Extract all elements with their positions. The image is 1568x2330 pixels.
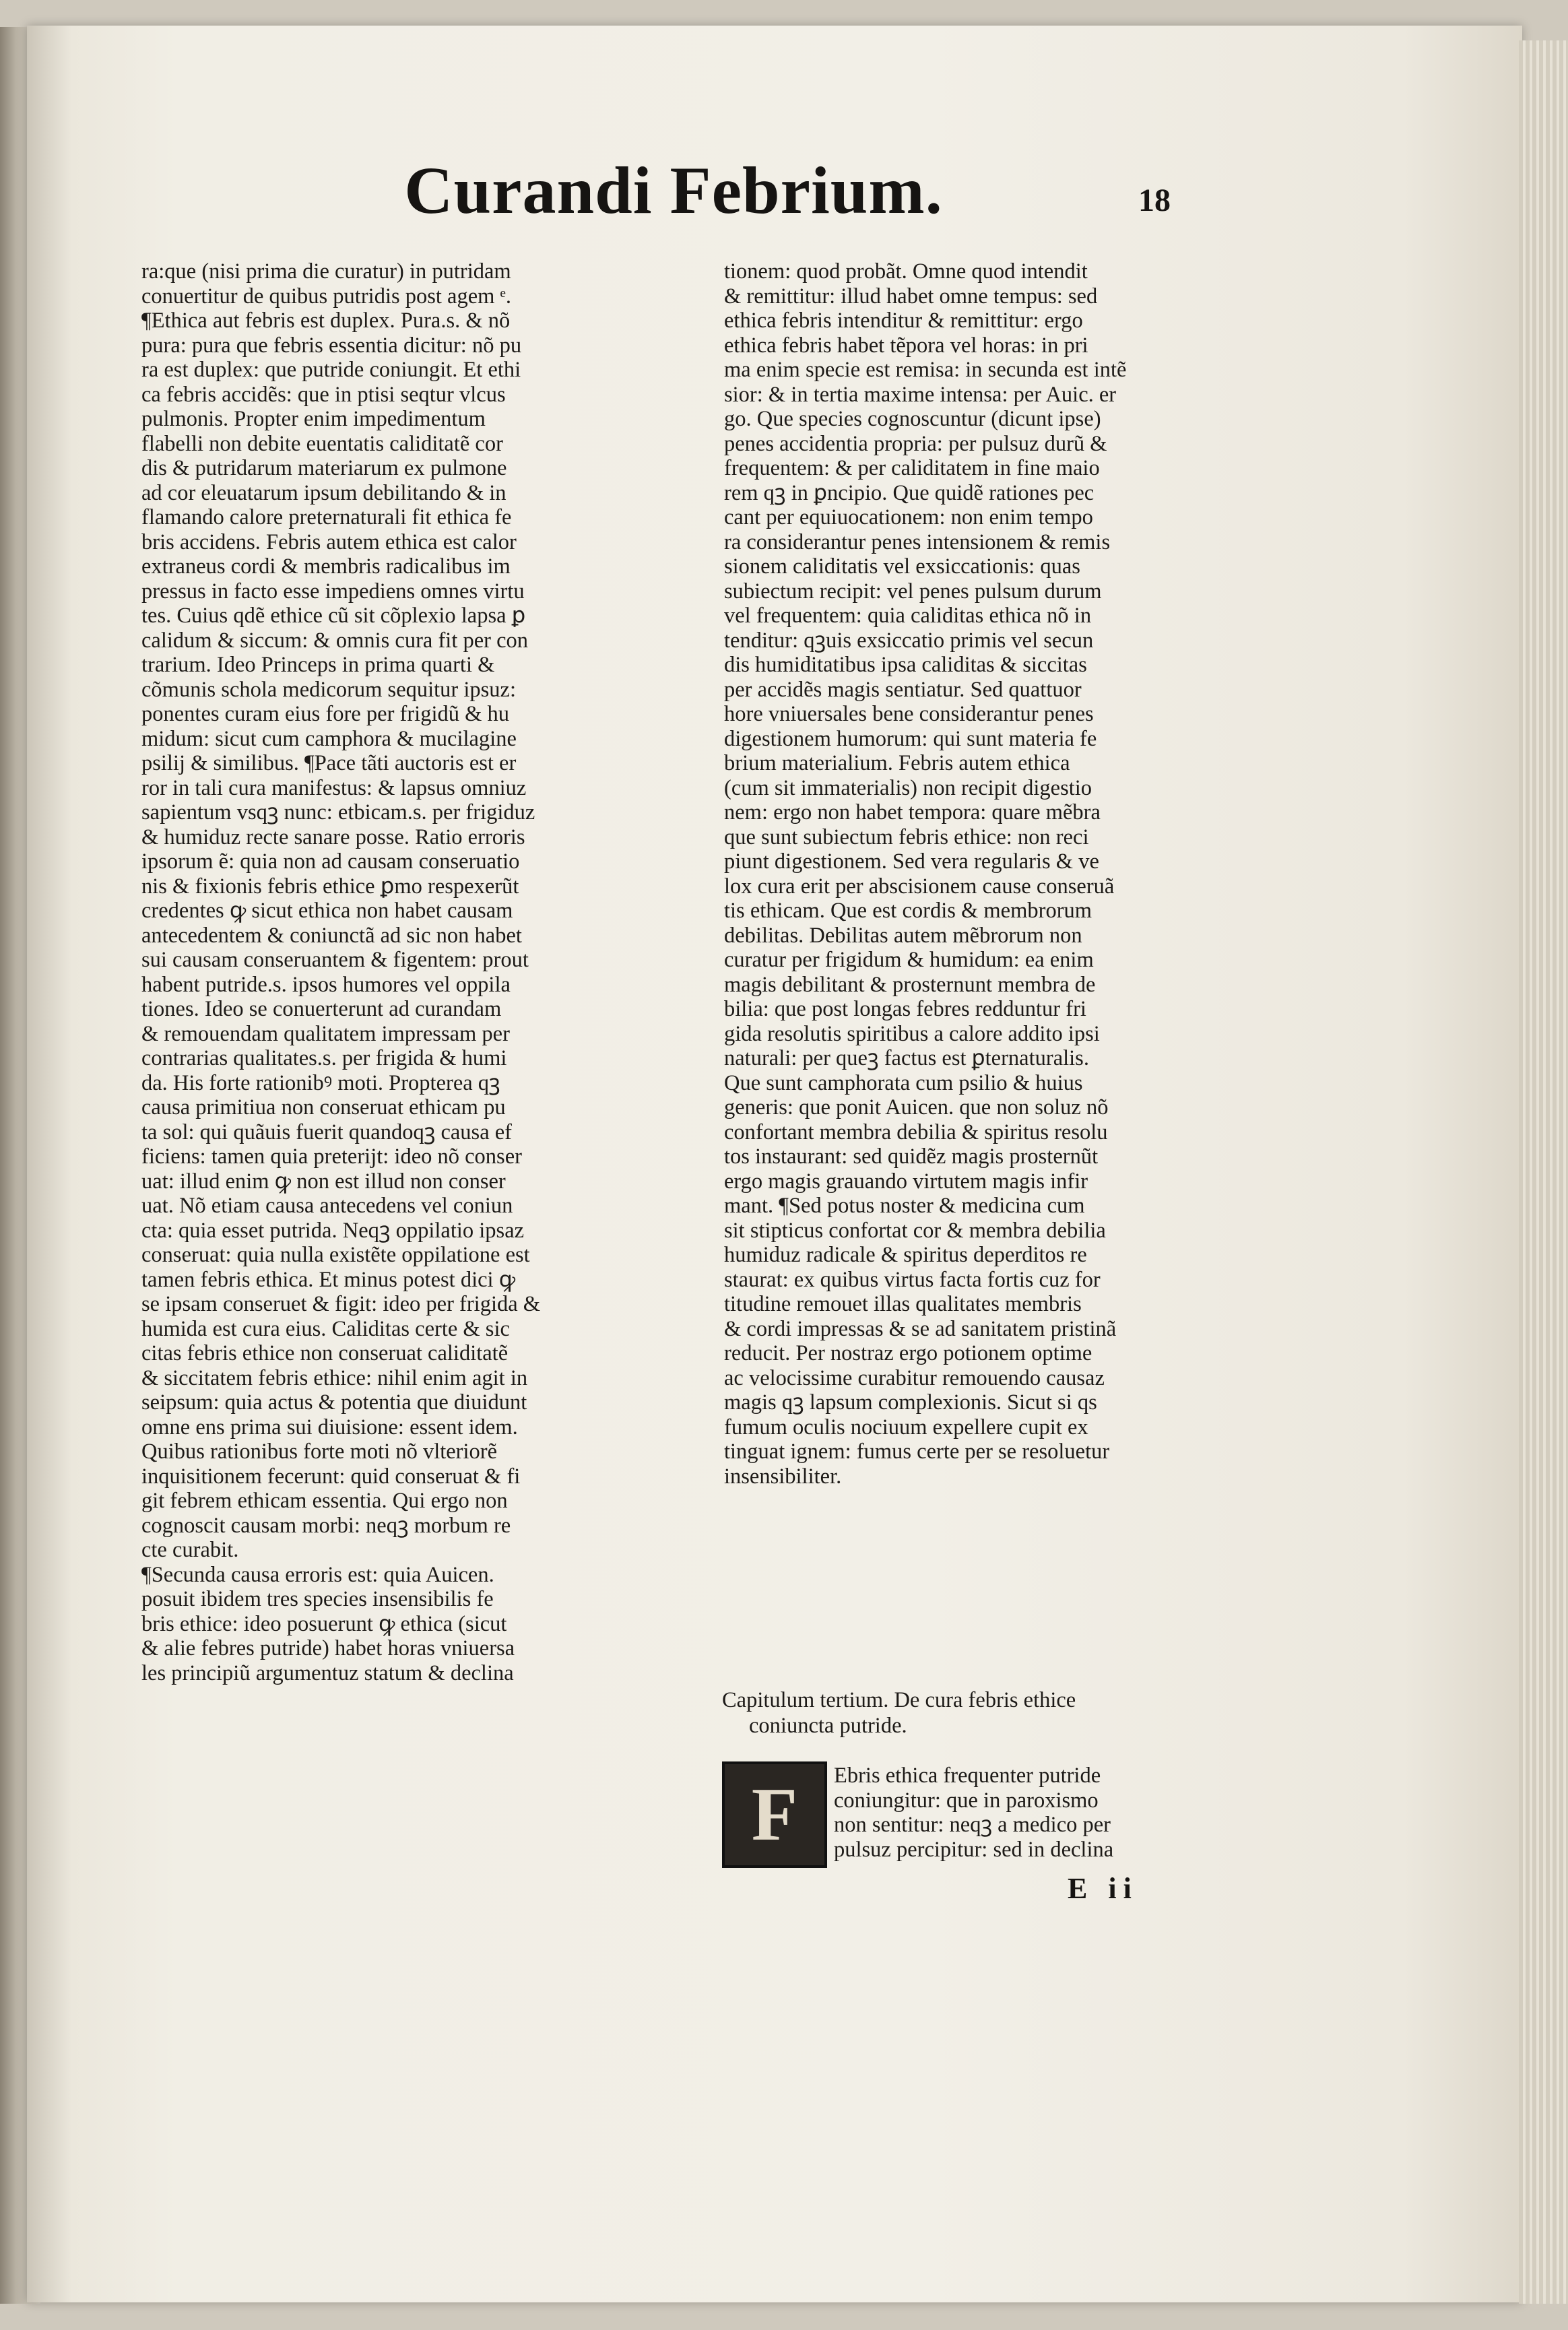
text-line: & remouendam qualitatem impressam per [141, 1021, 510, 1046]
text-line: antecedentem & coniunctã ad sic non habet [141, 923, 522, 948]
text-line: trarium. Ideo Princeps in prima quarti & [141, 653, 495, 677]
text-line: tinguat ignem: fumus certe per se resoluetur [724, 1439, 1110, 1464]
text-line: ergo magis grauando virtutem magis infir [724, 1169, 1088, 1194]
text-line: sui causam conseruantem & figentem: prout [141, 948, 529, 972]
text-line: sionem caliditatis vel exsiccationis: quas [724, 554, 1080, 579]
text-line: pulsuz percipitur: sed in declina [834, 1837, 1114, 1862]
text-line: Quibus rationibus forte moti nõ vlteriorẽ [141, 1439, 498, 1464]
text-line: tes. Cuius qdẽ ethice cũ sit cõplexio lapsa ꝑ [141, 604, 526, 628]
text-line: go. Que species cognoscuntur (dicunt ipse) [724, 407, 1101, 431]
text-line: dis & putridarum materiarum ex pulmone [141, 456, 507, 480]
text-line: magis qꝫ lapsum complexionis. Sicut si qs [724, 1390, 1097, 1415]
text-line: & cordi impressas & se ad sanitatem pristinã [724, 1316, 1117, 1341]
text-line: inquisitionem fecerunt: quid conseruat & fi [141, 1464, 521, 1489]
text-line: causa primitiua non conseruat ethicam pu [141, 1095, 506, 1120]
text-line: digestionem humorum: qui sunt materia fe [724, 726, 1097, 751]
left-text-column [141, 259, 640, 1685]
text-line: pressus in facto esse impediens omnes virtu [141, 579, 525, 604]
text-line: da. His forte rationibꝰ moti. Propterea qꝫ [141, 1070, 500, 1095]
text-line: nis & fixionis febris ethice ꝑmo respexerũt [141, 874, 519, 899]
text-line: lox cura erit per abscisionem cause conseruã [724, 874, 1115, 899]
text-line: & alie febres putride) habet horas vniuersa [141, 1636, 515, 1660]
text-line: sior: & in tertia maxime intensa: per Auic. er [724, 382, 1117, 407]
text-line: reducit. Per nostraz ergo potionem optime [724, 1341, 1092, 1365]
text-line: tionem: quod probãt. Omne quod intendit [724, 259, 1088, 284]
text-line: ta sol: qui quãuis fuerit quandoqꝫ causa ef [141, 1120, 513, 1144]
text-line: coniungitur: que in paroxismo [834, 1788, 1099, 1813]
text-line: gida resolutis spiritibus a calore addito ipsi [724, 1021, 1100, 1046]
text-line: contrarias qualitates.s. per frigida & humi [141, 1046, 507, 1070]
text-line: seipsum: quia actus & potentia que diuidunt [141, 1390, 527, 1415]
text-line: frequentem: & per caliditatem in fine maio [724, 456, 1100, 480]
text-line: & humiduz recte sanare posse. Ratio erroris [141, 824, 525, 849]
text-line: cte curabit. [141, 1538, 239, 1562]
text-line: & remittitur: illud habet omne tempus: sed [724, 284, 1098, 309]
text-line: ac velocissime curabitur remouendo causaz [724, 1365, 1105, 1390]
chapter-heading-line: Capitulum tertium. De cura febris ethice [722, 1688, 1076, 1712]
text-line: rem qꝫ in ꝑncipio. Que quidẽ rationes pec [724, 480, 1095, 505]
text-line: magis debilitant & prosternunt membra de [724, 972, 1096, 997]
folio-number: 18 [1138, 183, 1171, 218]
text-line: posuit ibidem tres species insensibilis fe [141, 1587, 494, 1611]
text-line: brium materialium. Febris autem ethica [724, 751, 1070, 775]
text-line: curatur per frigidum & humidum: ea enim [724, 948, 1094, 972]
text-line: git febrem ethicam essentia. Qui ergo non [141, 1489, 508, 1513]
text-line: bris accidens. Febris autem ethica est calor [141, 529, 517, 554]
chapter-heading [722, 1687, 1207, 1739]
text-line: que sunt subiectum febris ethice: non reci [724, 824, 1089, 849]
text-line: citas febris ethice non conseruat caliditatẽ [141, 1341, 509, 1365]
text-line: Ebris ethica frequenter putride [834, 1763, 1101, 1788]
text-line: sit stipticus confortat cor & membra debilia [724, 1218, 1106, 1243]
text-line: extraneus cordi & membris radicalibus im [141, 554, 511, 579]
text-line: pura: pura que febris essentia dicitur: nõ pu [141, 333, 522, 358]
text-line: ra considerantur penes intensionem & remis [724, 529, 1111, 554]
page-stack-edge [1519, 40, 1568, 2304]
text-line: se ipsam conseruet & figit: ideo per frigida & [141, 1292, 541, 1316]
text-line: humiduz radicale & spiritus deperditos re [724, 1243, 1087, 1267]
text-line: humida est cura eius. Caliditas certe & sic [141, 1316, 510, 1341]
right-text-column [724, 259, 1204, 1489]
text-line: uat. Nõ etiam causa antecedens vel coniun [141, 1194, 513, 1218]
text-line: subiectum recipit: vel penes pulsum durum [724, 579, 1102, 604]
running-title: Curandi Febrium. [404, 153, 943, 228]
text-line: cta: quia esset putrida. Neqꝫ oppilatio ipsaz [141, 1218, 525, 1243]
text-line: ficiens: tamen quia preterijt: ideo nõ conser [141, 1144, 522, 1169]
text-line: ca febris accidẽs: que in ptisi seqtur vlcus [141, 382, 506, 407]
text-line: tis ethicam. Que est cordis & membrorum [724, 899, 1092, 923]
chapter-opening-paragraph [834, 1763, 1211, 1862]
text-line: ¶Ethica aut febris est duplex. Pura.s. & nõ [141, 309, 511, 333]
text-line: midum: sicut cum camphora & mucilagine [141, 726, 517, 751]
text-line: flabelli non debite euentatis caliditatẽ cor [141, 431, 503, 456]
text-line: ad cor eleuatarum ipsum debilitando & in [141, 480, 507, 505]
text-line: cant per equiuocationem: non enim tempo [724, 505, 1093, 529]
text-line: ponentes curam eius fore per frigidũ & hu [141, 702, 510, 726]
text-line: piunt digestionem. Sed vera regularis & ve [724, 849, 1099, 874]
text-line: pulmonis. Propter enim impedimentum [141, 407, 486, 431]
text-line: generis: que ponit Auicen. que non soluz nõ [724, 1095, 1109, 1120]
text-line: ror in tali cura manifestus: & lapsus omniuz [141, 775, 527, 800]
text-line: tos instaurant: sed quidẽz magis prosternũt [724, 1144, 1099, 1169]
text-line: calidum & siccum: & omnis cura fit per con [141, 628, 529, 653]
text-line: fumum oculis nociuum expellere cupit ex [724, 1415, 1088, 1439]
text-line: penes accidentia propria: per pulsuz durũ & [724, 431, 1107, 456]
chapter-heading-line: coniuncta putride. [749, 1714, 907, 1738]
text-line: naturali: per queꝫ factus est ꝑternaturalis. [724, 1046, 1089, 1070]
text-line: staurat: ex quibus virtus facta fortis cuz for [724, 1267, 1101, 1292]
text-line: nem: ergo non habet tempora: quare mẽbra [724, 800, 1101, 824]
text-line: cõmunis schola medicorum sequitur ipsuz: [141, 677, 517, 702]
text-line: dis humiditatibus ipsa caliditas & siccitas [724, 653, 1087, 677]
text-line: conuertitur de quibus putridis post agem ᵉ. [141, 284, 512, 309]
text-line: tamen febris ethica. Et minus potest dici ꝙ [141, 1267, 516, 1292]
text-line: tiones. Ideo se conuerterunt ad curandam [141, 997, 502, 1021]
text-line: les principiũ argumentuz statum & declina [141, 1660, 514, 1685]
text-line: habent putride.s. ipsos humores vel oppila [141, 972, 511, 997]
text-line: (cum sit immaterialis) non recipit digestio [724, 775, 1092, 800]
text-line: bilia: que post longas febres redduntur fri [724, 997, 1086, 1021]
text-line: sapientum vsqꝫ nunc: etbicam.s. per frigiduz [141, 800, 535, 824]
text-line: titudine remouet illas qualitates membris [724, 1292, 1082, 1316]
text-line: psilij & similibus. ¶Pace tãti auctoris est er [141, 751, 517, 775]
text-line: ra est duplex: que putride coniungit. Et ethi [141, 358, 521, 382]
text-line: vel frequentem: quia caliditas ethica nõ in [724, 604, 1092, 628]
text-line: Que sunt camphorata cum psilio & huius [724, 1070, 1083, 1095]
text-line: confortant membra debilia & spiritus resolu [724, 1120, 1108, 1144]
text-line: cognoscit causam morbi: neqꝫ morbum re [141, 1513, 511, 1538]
text-line: bris ethice: ideo posuerunt ꝙ ethica (sicut [141, 1611, 507, 1636]
text-line: ra:que (nisi prima die curatur) in putridam [141, 259, 511, 284]
text-line: insensibiliter. [724, 1464, 842, 1489]
text-line: hore vniuersales bene considerantur penes [724, 702, 1094, 726]
text-line: per accidẽs magis sentiatur. Sed quattuor [724, 677, 1082, 702]
signature-mark: E ii [1068, 1872, 1138, 1905]
text-line: credentes ꝙ sicut ethica non habet causam [141, 899, 513, 923]
text-line: ethica febris habet tẽpora vel horas: in pri [724, 333, 1088, 358]
text-line: mant. ¶Sed potus noster & medicina cum [724, 1194, 1085, 1218]
decorated-initial [722, 1761, 827, 1868]
text-line: ethica febris intenditur & remittitur: ergo [724, 309, 1083, 333]
text-line: ipsorum ẽ: quia non ad causam conseruatio [141, 849, 520, 874]
text-line: tenditur: qꝫuis exsiccatio primis vel secun [724, 628, 1094, 653]
text-line: omne ens prima sui diuisione: essent idem. [141, 1415, 518, 1439]
text-line: & siccitatem febris ethice: nihil enim agit in [141, 1365, 528, 1390]
text-line: flamando calore preternaturali fit ethica fe [141, 505, 512, 529]
text-line: conseruat: quia nulla existẽte oppilatione est [141, 1243, 530, 1267]
text-line: debilitas. Debilitas autem mẽbrorum non [724, 923, 1082, 948]
initial-letter: F [751, 1772, 798, 1856]
text-line: ma enim specie est remisa: in secunda est intẽ [724, 358, 1127, 382]
text-line: non sentitur: neqꝫ a medico per [834, 1813, 1111, 1837]
text-line: ¶Secunda causa erroris est: quia Auicen. [141, 1562, 494, 1587]
text-line: uat: illud enim ꝙ non est illud non conser [141, 1169, 506, 1194]
